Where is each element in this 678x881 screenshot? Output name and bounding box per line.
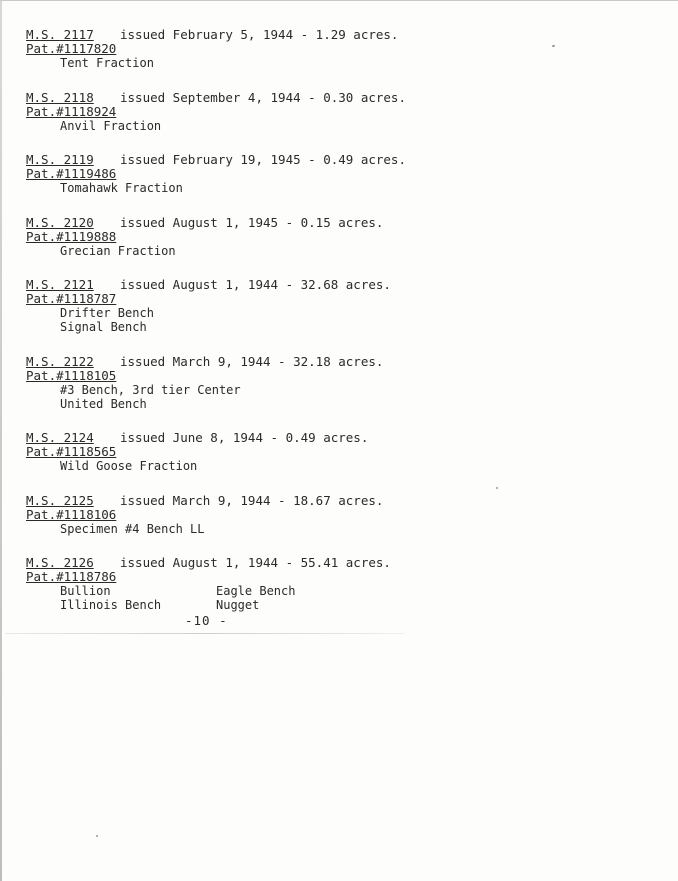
claim-list xyxy=(26,383,626,411)
issued-text: issued June 8, 1944 - 0.49 acres. xyxy=(120,430,369,445)
issued-text: issued March 9, 1944 - 32.18 acres. xyxy=(120,353,384,369)
survey-heading xyxy=(26,90,626,105)
claim-name: Nugget xyxy=(216,598,260,612)
claim-name: Illinois Bench xyxy=(60,598,162,612)
survey-number: M.S. 2122 xyxy=(26,353,94,369)
claim-list xyxy=(26,56,626,70)
survey-heading xyxy=(26,354,626,369)
claim-name: Wild Goose Fraction xyxy=(60,459,198,473)
survey-heading xyxy=(26,27,626,42)
survey-number: M.S. 2117 xyxy=(26,27,94,42)
survey-number: M.S. 2121 xyxy=(26,277,94,292)
claim-list xyxy=(26,459,626,473)
patent-number: Pat.#1119888 xyxy=(26,228,117,244)
patent-number: Pat.#1118106 xyxy=(26,506,117,522)
scan-speck xyxy=(552,45,555,47)
claim-list xyxy=(26,522,626,536)
issued-text: issued August 1, 1944 - 32.68 acres. xyxy=(120,277,391,292)
fold-line xyxy=(5,633,405,634)
scan-speck xyxy=(496,487,498,489)
survey-entry xyxy=(26,354,626,411)
survey-number: M.S. 2125 xyxy=(26,492,94,508)
patent-number: Pat.#1117820 xyxy=(26,41,117,56)
patent-number: Pat.#1119486 xyxy=(26,166,117,181)
survey-number: M.S. 2124 xyxy=(26,430,94,445)
survey-heading xyxy=(26,152,626,167)
mineral-survey-list xyxy=(26,27,626,632)
survey-entry xyxy=(26,215,626,258)
claim-list xyxy=(26,306,626,334)
claim-name: Grecian Fraction xyxy=(60,243,176,258)
survey-number: M.S. 2119 xyxy=(26,152,94,167)
patent-number: Pat.#1118105 xyxy=(26,367,117,383)
survey-entry xyxy=(26,27,626,70)
claim-name: Tent Fraction xyxy=(60,56,154,70)
scan-speck xyxy=(96,835,98,837)
survey-heading xyxy=(26,493,626,508)
patent-number: Pat.#1118565 xyxy=(26,444,117,459)
survey-heading xyxy=(26,430,626,445)
patent-number: Pat.#1118924 xyxy=(26,103,117,119)
claim-name: Signal Bench xyxy=(60,320,147,334)
survey-entry xyxy=(26,493,626,536)
claim-list xyxy=(26,584,626,612)
survey-heading xyxy=(26,277,626,292)
issued-text: issued February 19, 1945 - 0.49 acres. xyxy=(120,152,406,167)
issued-text: issued March 9, 1944 - 18.67 acres. xyxy=(120,492,384,508)
page-edge xyxy=(0,1,2,881)
survey-heading xyxy=(26,215,626,230)
survey-number: M.S. 2118 xyxy=(26,89,94,105)
patent-number: Pat.#1118786 xyxy=(26,569,117,584)
survey-entry xyxy=(26,152,626,195)
survey-number: M.S. 2126 xyxy=(26,555,94,570)
survey-entry xyxy=(26,430,626,473)
issued-text: issued August 1, 1945 - 0.15 acres. xyxy=(120,214,384,230)
claim-name: Anvil Fraction xyxy=(60,118,162,133)
claim-name: United Bench xyxy=(60,396,147,411)
claim-list xyxy=(26,119,626,133)
issued-text: issued August 1, 1944 - 55.41 acres. xyxy=(120,555,391,570)
claim-list xyxy=(26,181,626,195)
patent-number: Pat.#1118787 xyxy=(26,291,117,306)
issued-text: issued February 5, 1944 - 1.29 acres. xyxy=(120,27,399,42)
claim-name: Tomahawk Fraction xyxy=(60,181,183,195)
issued-text: issued September 4, 1944 - 0.30 acres. xyxy=(120,89,406,105)
claim-name: #3 Bench, 3rd tier Center xyxy=(60,382,241,397)
survey-number: M.S. 2120 xyxy=(26,214,94,230)
page-number: -10 - xyxy=(185,613,228,628)
survey-entry xyxy=(26,90,626,133)
survey-entry xyxy=(26,277,626,334)
claim-name: Bullion xyxy=(60,584,111,598)
claim-name: Eagle Bench xyxy=(216,584,296,598)
survey-heading xyxy=(26,555,626,570)
claim-name: Specimen #4 Bench LL xyxy=(60,521,205,536)
claim-name: Drifter Bench xyxy=(60,306,154,320)
claim-list xyxy=(26,244,626,258)
survey-entry xyxy=(26,555,626,612)
